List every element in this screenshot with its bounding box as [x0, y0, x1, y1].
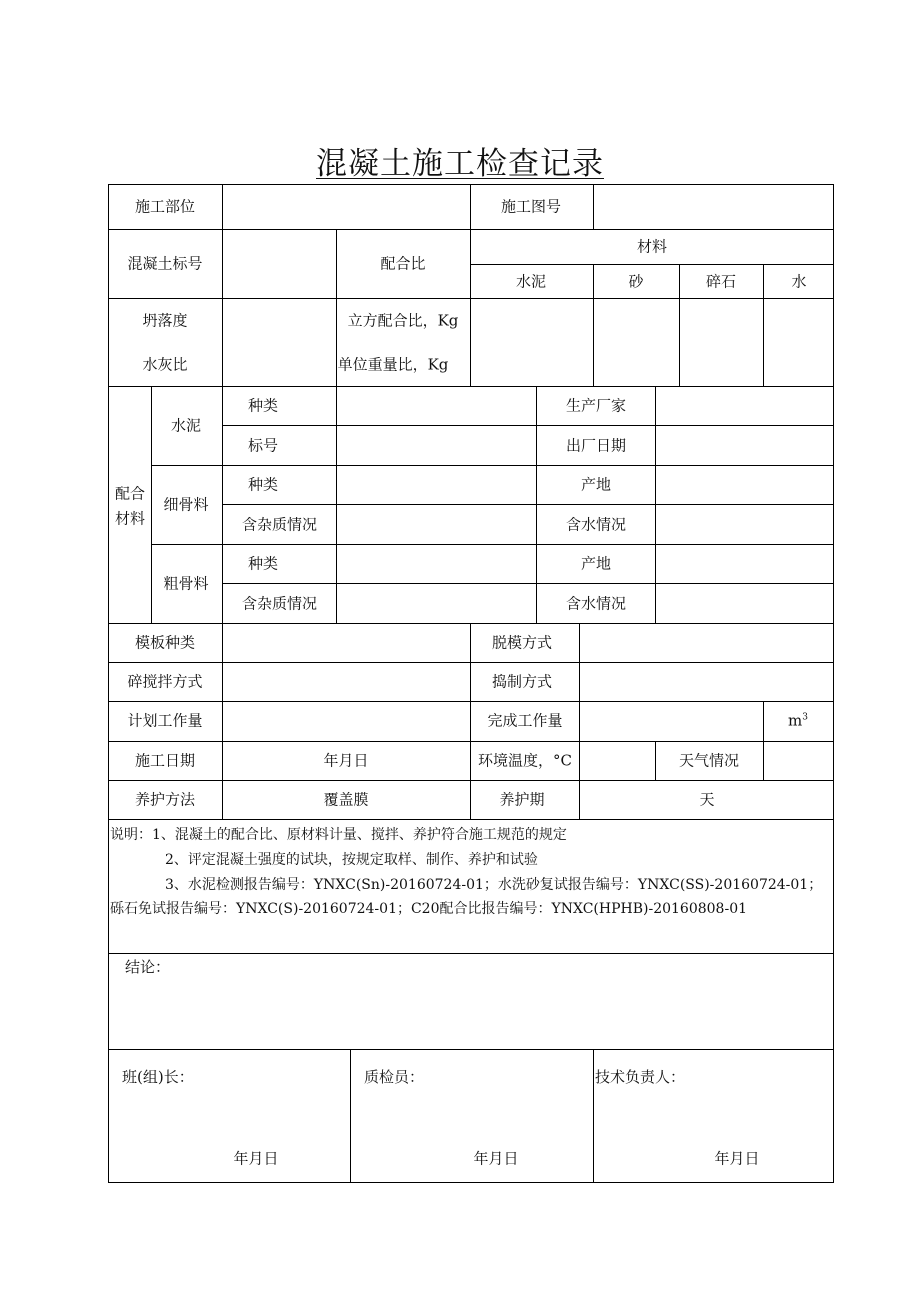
page-title: 混凝土施工检查记录 — [316, 146, 604, 182]
note-line-1: 说明：1、混凝土的配合比、原材料计量、搅拌、养护符合施工规范的规定 — [110, 827, 567, 843]
fine-kind-label: 种类 — [248, 475, 279, 494]
unit-weight-label: 单位重量比，Kg — [337, 355, 449, 374]
fine-aggregate-label: 细骨料 — [163, 495, 209, 514]
formwork-type-label: 模板种类 — [134, 633, 196, 652]
inspector-date: 年月日 — [473, 1149, 519, 1168]
curing-period-unit: 天 — [699, 790, 715, 809]
manufacturer-label: 生产厂家 — [565, 396, 627, 415]
unit-cubic-meter: $m^3$ — [788, 711, 808, 730]
coarse-aggregate-label: 粗骨料 — [163, 574, 209, 593]
slump-label: 坍落度 — [142, 311, 188, 330]
coarse-kind-label: 种类 — [248, 554, 279, 573]
coarse-moisture-label: 含水情况 — [565, 594, 627, 613]
mixing-method-label: 碎搅拌方式 — [127, 672, 203, 691]
construction-date-value: 年月日 — [323, 751, 369, 770]
cement-header: 水泥 — [515, 272, 547, 291]
mix-materials-label-2: 材料 — [114, 509, 146, 528]
curing-method-value: 覆盖膜 — [323, 790, 369, 809]
construction-date-label: 施工日期 — [134, 751, 196, 770]
cement-kind-label: 种类 — [248, 396, 279, 415]
quality-inspector-label: 质检员： — [364, 1068, 425, 1086]
cubic-mix-label: 立方配合比，Kg — [347, 311, 459, 330]
conclusion-label: 结论： — [125, 958, 171, 976]
note-line-4: 砾石免试报告编号：YNXC(S)-20160724-01；C20配合比报告编号：YNXC(HPHB)-20160808-01 — [110, 901, 748, 917]
ambient-temp-label: 环境温度，°C — [478, 751, 572, 770]
drawing-no-label: 施工图号 — [500, 197, 562, 216]
team-leader-label: 班(组)长： — [122, 1068, 194, 1086]
completed-quantity-label: 完成工作量 — [487, 711, 563, 730]
location-label: 施工部位 — [134, 197, 196, 216]
fine-impurity-label: 含杂质情况 — [242, 515, 318, 534]
concrete-grade-label: 混凝土标号 — [127, 254, 203, 273]
mix-materials-label: 配合 — [114, 484, 146, 503]
coarse-origin-label: 产地 — [580, 554, 612, 573]
note-line-3: 3、水泥检测报告编号：YNXC(Sn)-20160724-01；水洗砂复试报告编号：YNXC(SS)-20160724-01； — [165, 877, 823, 893]
tamping-method-label: 捣制方式 — [491, 672, 553, 691]
technical-lead-label: 技术负责人： — [595, 1068, 686, 1086]
fine-moisture-label: 含水情况 — [565, 515, 627, 534]
mix-ratio-label: 配合比 — [380, 254, 426, 273]
curing-method-label: 养护方法 — [134, 790, 196, 809]
materials-label: 材料 — [636, 237, 668, 256]
gravel-header: 碎石 — [705, 272, 737, 291]
factory-date-label: 出厂日期 — [565, 436, 627, 455]
fine-origin-label: 产地 — [580, 475, 612, 494]
tech-lead-date: 年月日 — [714, 1149, 760, 1168]
wc-ratio-label: 水灰比 — [142, 355, 188, 374]
cement-grade-label: 标号 — [248, 436, 279, 455]
sand-header: 砂 — [628, 272, 644, 291]
coarse-impurity-label: 含杂质情况 — [242, 594, 318, 613]
weather-label: 天气情况 — [678, 751, 740, 770]
curing-period-label: 养护期 — [499, 790, 545, 809]
water-header: 水 — [791, 272, 807, 291]
leader-date: 年月日 — [233, 1149, 279, 1168]
demold-method-label: 脱模方式 — [491, 633, 553, 652]
note-line-2: 2、评定混凝土强度的试块，按规定取样、制作、养护和试验 — [165, 852, 538, 868]
planned-quantity-label: 计划工作量 — [127, 711, 203, 730]
cement-group-label: 水泥 — [170, 416, 202, 435]
